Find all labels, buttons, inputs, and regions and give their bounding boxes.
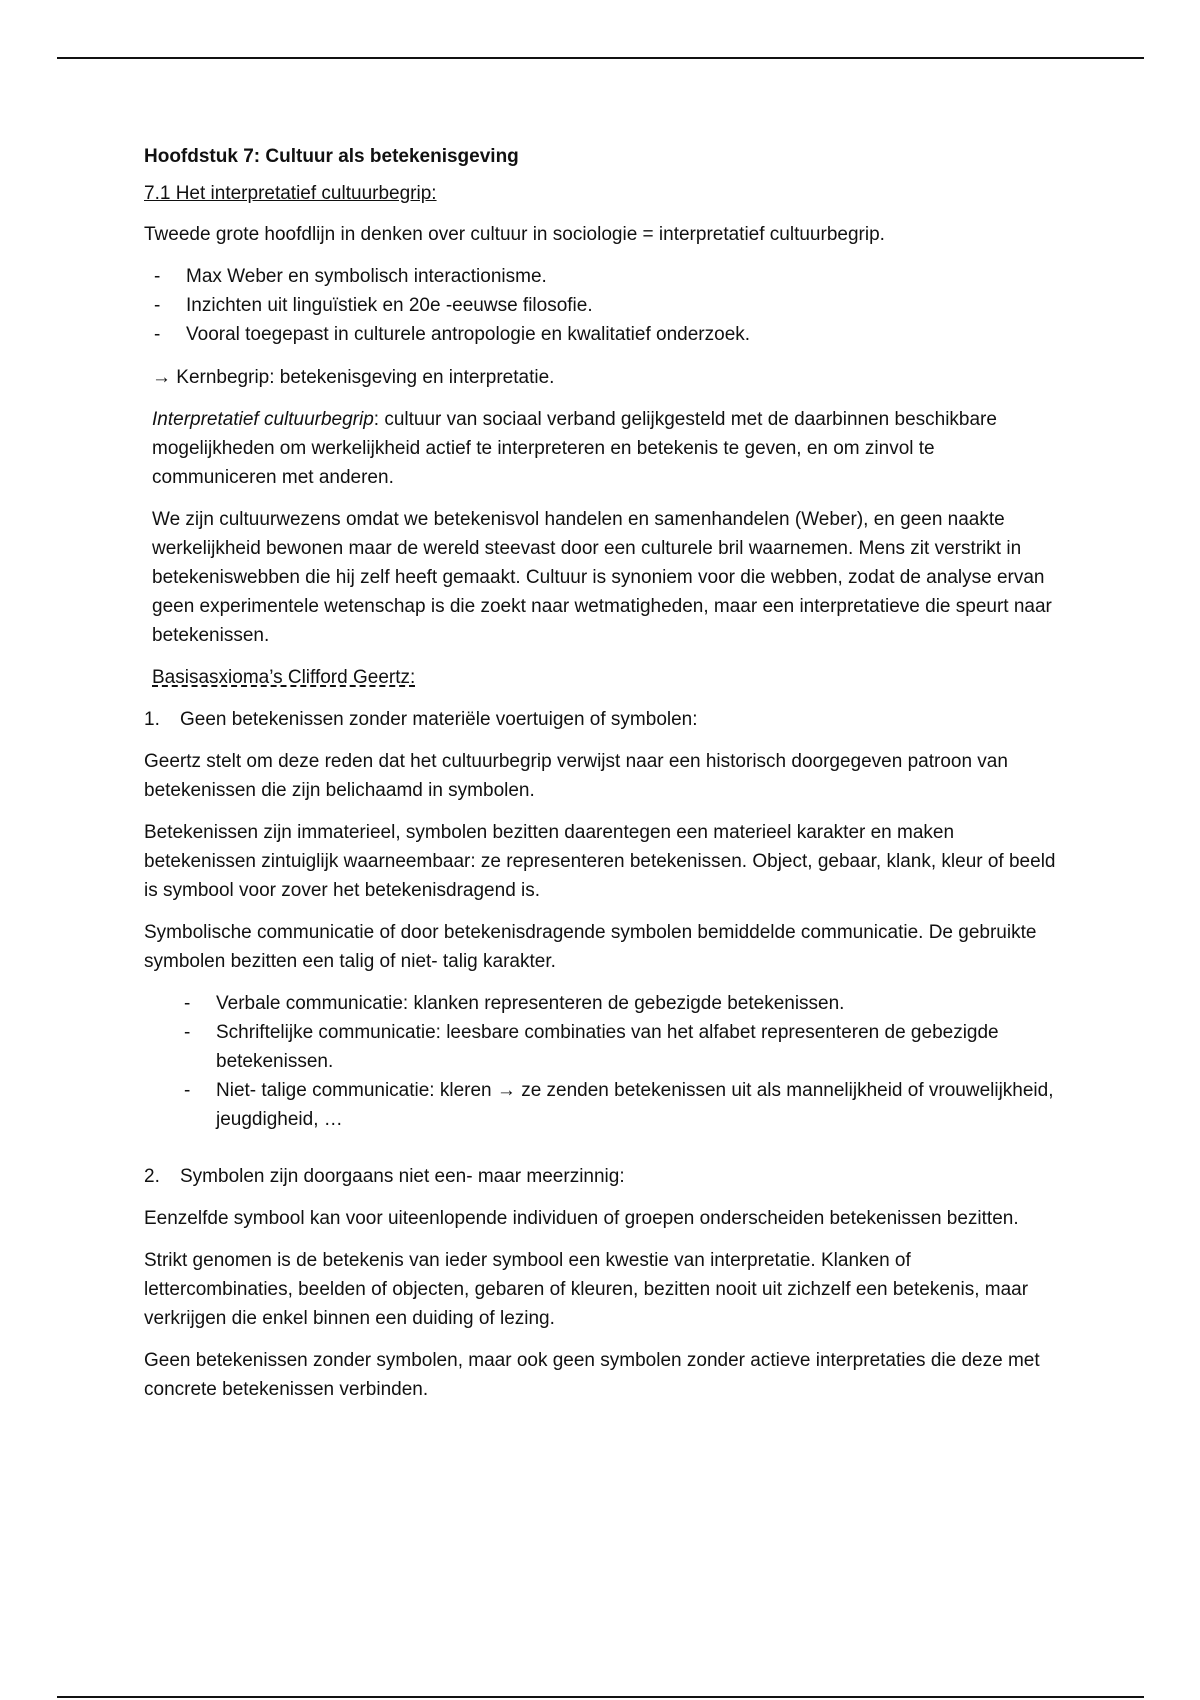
kernbegrip-text: Kernbegrip: betekenisgeving en interpretatie. xyxy=(176,367,555,388)
chapter-heading: Hoofdstuk 7: Cultuur als betekenisgeving xyxy=(144,146,519,167)
list-item: - Inzichten uit linguïstiek en 20e -eeuwse filosofie. xyxy=(144,291,1064,320)
section-title: 7.1 Het interpretatief cultuurbegrip: xyxy=(144,183,437,204)
immaterieel-paragraph: Betekenissen zijn immaterieel, symbolen bezitten daarentegen een materieel karakter en maken betekenissen zintuiglijk waarneembaar: ze representeren betekenissen. Object, gebaar, klank, kleur of beeld is symbool voor zover het betekenisdragend is. xyxy=(144,822,1056,901)
bullet-list-communication xyxy=(144,989,1064,1134)
nonverbal-text-after: ze zenden betekenissen uit als mannelijkheid of vrouwelijkheid, jeugdigheid, … xyxy=(216,1080,1054,1130)
intro-paragraph: Tweede grote hoofdlijn in denken over cultuur in sociologie = interpretatief cultuurbegrip. xyxy=(144,224,885,245)
definition-text: : cultuur van sociaal verband gelijkgesteld met de daarbinnen beschikbare mogelijkheden om werkelijkheid actief te interpreteren en betekenis te geven, en om zinvol te communiceren met anderen. xyxy=(152,409,997,488)
geen-paragraph: Geen betekenissen zonder symbolen, maar ook geen symbolen zonder actieve interpretaties die deze met concrete betekenissen verbinden. xyxy=(144,1350,1040,1400)
symbolisch-paragraph: Symbolische communicatie of door betekenisdragende symbolen bemiddelde communicatie. De gebruikte symbolen bezitten een talig of niet- talig karakter. xyxy=(144,922,1037,972)
axiom-number: 2. xyxy=(144,1166,160,1187)
document-body xyxy=(144,142,1064,1417)
arrow-right-icon: → xyxy=(152,367,171,388)
geertz-title xyxy=(144,663,1064,692)
bullet-list-origins xyxy=(144,262,1064,349)
weber-paragraph: We zijn cultuurwezens omdat we betekenisvol handelen en samenhandelen (Weber), en geen naakte werkelijkheid bewonen maar de wereld steevast door een culturele bril waarnemen. Mens zit verstrikt in betekeniswebben die hij zelf heeft gemaakt. Cultuur is synoniem voor die webben, zodat de analyse ervan geen experimentele wetenschap is die zoekt naar wetmatigheden, maar een interpretatieve die speurt naar betekenissen. xyxy=(152,509,1052,646)
list-item: - Verbale communicatie: klanken representeren de gebezigde betekenissen. xyxy=(144,989,1064,1018)
axiom-1 xyxy=(144,705,1064,734)
list-item: - Schriftelijke communicatie: leesbare combinaties van het alfabet representeren de gebezigde betekenissen. xyxy=(144,1018,1064,1076)
list-item xyxy=(144,1076,1064,1134)
axiom-text: Symbolen zijn doorgaans niet een- maar meerzinnig: xyxy=(180,1166,625,1187)
geertz-paragraph: Geertz stelt om deze reden dat het cultuurbegrip verwijst naar een historisch doorgegeven patroon van betekenissen die zijn belichaamd in symbolen. xyxy=(144,751,1008,801)
footer-rule xyxy=(57,1696,1144,1698)
axiom-text: Geen betekenissen zonder materiële voertuigen of symbolen: xyxy=(180,709,698,730)
nonverbal-text-before: Niet- talige communicatie: kleren xyxy=(216,1080,492,1101)
eenzelfde-paragraph: Eenzelfde symbool kan voor uiteenlopende individuen of groepen onderscheiden betekenissen bezitten. xyxy=(144,1208,1019,1229)
axiom-number: 1. xyxy=(144,709,160,730)
arrow-right-icon: → xyxy=(496,1080,516,1101)
list-item: - Max Weber en symbolisch interactionisme. xyxy=(144,262,1064,291)
list-item: - Vooral toegepast in culturele antropologie en kwalitatief onderzoek. xyxy=(144,320,1064,349)
definition-term: Interpretatief cultuurbegrip xyxy=(152,409,374,430)
axiom-2 xyxy=(144,1162,1064,1191)
kernbegrip-line xyxy=(144,363,1064,392)
geertz-title-text: Basisasxioma’s Clifford Geertz: xyxy=(152,667,416,688)
header-rule xyxy=(57,57,1144,59)
strikt-paragraph: Strikt genomen is de betekenis van ieder symbool een kwestie van interpretatie. Klanken of lettercombinaties, beelden of objecten, gebaren of kleuren, bezitten nooit uit zichzelf een betekenis, maar verkrijgen die enkel binnen een duiding of lezing. xyxy=(144,1250,1029,1329)
definition-paragraph xyxy=(144,405,1064,492)
